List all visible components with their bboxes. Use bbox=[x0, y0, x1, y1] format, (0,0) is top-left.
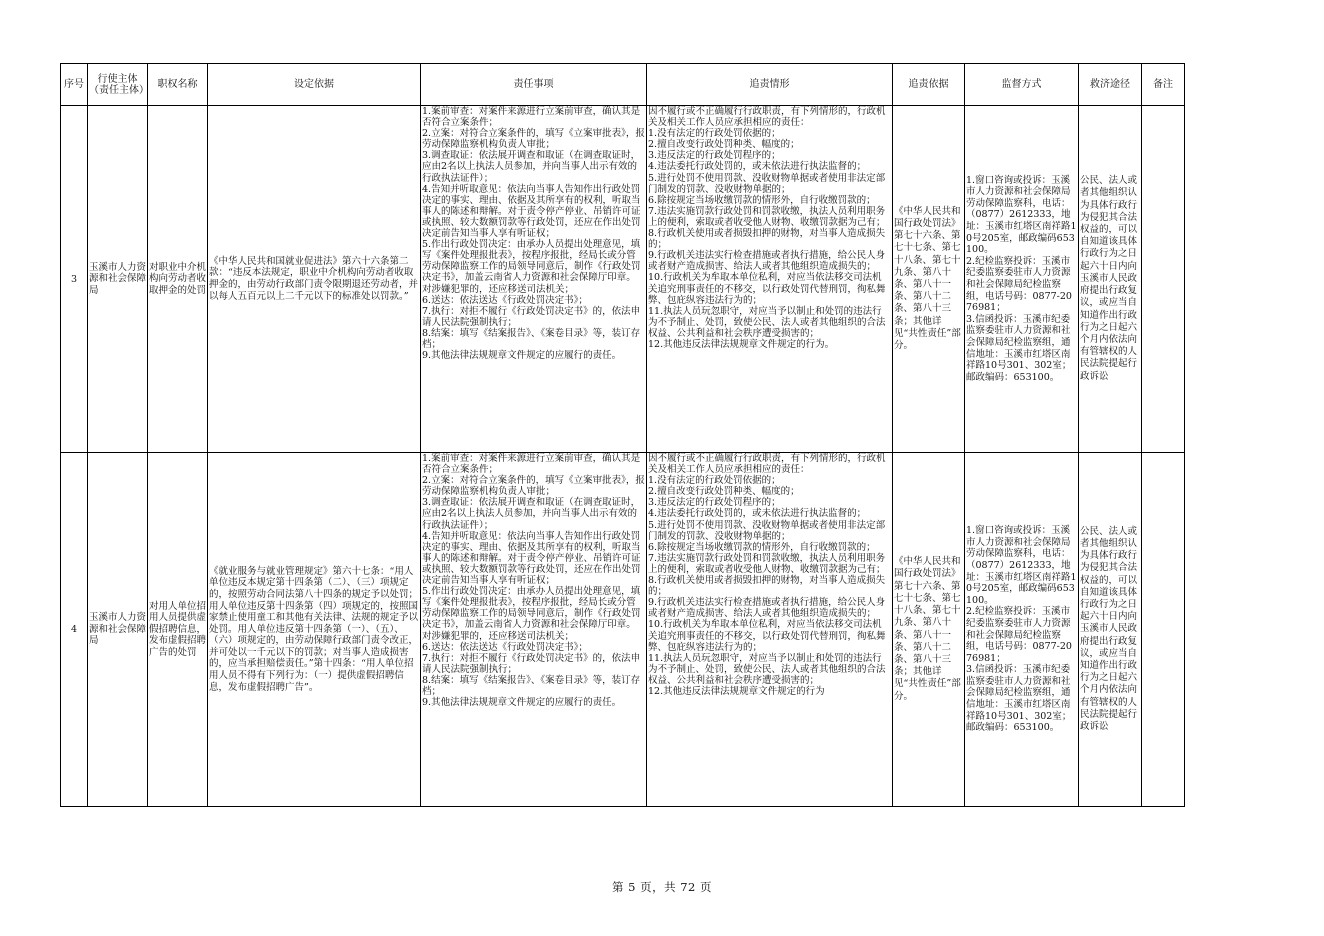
cell-subject: 玉溪市人力资源和社会保障局 bbox=[88, 453, 148, 807]
cell-remedy: 公民、法人或者其他组织认为具体行政行为侵犯其合法权益的，可以自知道该具体行政行为之日起六十日内向玉溪市人民政府提出行政复议，或应当自知道作出行政行为之日起六个月内依法向有管辖权的人民法院提起行政诉讼 bbox=[1079, 106, 1142, 453]
header-row bbox=[61, 64, 1185, 106]
cell-supervision: 1.窗口咨询或投诉：玉溪市人力资源和社会保障局劳动保障监察科，电话：（0877）2612333，地址：玉溪市红塔区南祥路10号205室，邮政编码653100。 2.纪检监察投诉：玉溪市纪委监察委驻市人力资源和社会保障局纪检监察组，电话号码：0877-2076981； 3.信函投诉：玉溪市纪委监察委驻市人力资源和社会保障局纪检监察组，通信地址：玉溪市红塔区南祥路10号301、302室；邮政编码：653100。 bbox=[965, 453, 1079, 807]
header-duties: 责任事项 bbox=[421, 64, 647, 106]
header-accountability: 追责情形 bbox=[647, 64, 893, 106]
header-seq: 序号 bbox=[61, 64, 88, 106]
cell-duties: 1.案前审查：对案件来源进行立案前审查，确认其是否符合立案条件； 2.立案：对符合立案条件的，填写《立案审批表》，报劳动保障监察机构负责人审批； 3.调查取证：依法展开调查和取证（在调查取证时，应由2名以上执法人员参加，并向当事人出示有效的行政执法证件）； 4.告知并听取意见：依法向当事人告知作出行政处罚决定的事实、理由、依据及其所享有的权利，听取当事人的陈述和辩解。对于责令停产停业、吊销许可证或执照、较大数额罚款等行政处罚，还应在作出处罚决定前告知当事人享有听证权； 5.作出行政处罚决定：由承办人员提出处理意见，填写《案件处理报批表》，按程序报批，经局长或分管劳动保障监察工作的局领导同意后，制作《行政处罚决定书》，加盖云南省人力资源和社会保障厅印章。对涉嫌犯罪的，还应移送司法机关； 6.送达：依法送达《行政处罚决定书》； 7.执行：对拒不履行《行政处罚决定书》的，依法申请人民法院强制执行； 8.结案：填写《结案报告》、《案卷目录》等，装订存档； 9.其他法律法规规章文件规定的应履行的责任。 bbox=[421, 453, 647, 807]
cell-basis: 《就业服务与就业管理规定》第六十七条：“用人单位违反本规定第十四条第（二）、（三）项规定的，按照劳动合同法第八十四条的规定予以处罚；用人单位违反第十四条第（四）项规定的，按照国家禁止使用童工和其他有关法律、法规的规定予以处罚。用人单位违反第十四条第（一）、（五）、（六）项规定的，由劳动保障行政部门责令改正，并可处以一千元以下的罚款；对当事人造成损害的，应当承担赔偿责任。”第十四条：“用人单位招用人员不得有下列行为：（一）提供虚假招聘信息，发布虚假招聘广告”。 bbox=[208, 453, 421, 807]
cell-acc-basis: 《中华人民共和国行政处罚法》第七十六条、第七十七条、第七十八条、第七十九条、第八十条、第八十一条、第八十二条、第八十三条；其他详见“共性责任”部分。 bbox=[893, 453, 965, 807]
responsibility-table bbox=[60, 63, 1185, 807]
header-basis: 设定依据 bbox=[208, 64, 421, 106]
cell-acc-basis: 《中华人民共和国行政处罚法》第七十六条、第七十七条、第七十八条、第七十九条、第八十条、第八十一条、第八十二条、第八十三条；其他详见“共性责任”部分。 bbox=[893, 106, 965, 453]
cell-accountability: 因不履行或不正确履行行政职责，有下列情形的，行政机关及相关工作人员应承担相应的责任： 1.没有法定的行政处罚依据的； 2.擅自改变行政处罚种类、幅度的； 3.违反法定的行政处罚程序的； 4.违法委托行政处罚的，或未依法进行执法监督的； 5.进行处罚不使用罚款、没收财物单据或者使用非法定部门制发的罚款、没收财物单据的； 6.除按规定当场收缴罚款的情形外，自行收缴罚款的； 7.违法实施罚款行政处罚和罚款收缴，执法人员利用职务上的便利，索取或者收受他人财物、收缴罚款据为己有； 8.行政机关使用或者损毁扣押的财物，对当事人造成损失的； 9.行政机关违法实行检查措施或者执行措施，给公民人身或者财产造成损害、给法人或者其他组织造成损失的； 10.行政机关为牟取本单位私利，对应当依法移交司法机关追究刑事责任的不移交，以行政处罚代替刑罚，徇私舞弊、包庇纵容违法行为的； 11.执法人员玩忽职守，对应当予以制止和处罚的违法行为不予制止、处罚，致使公民、法人或者其他组织的合法权益、公共利益和社会秩序遭受损害的； 12.其他违反法律法规规章文件规定的行为。 bbox=[647, 106, 893, 453]
cell-remedy: 公民、法人或者其他组织认为具体行政行为侵犯其合法权益的，可以自知道该具体行政行为之日起六十日内向玉溪市人民政府提出行政复议，或应当自知道作出行政行为之日起六个月内依法向有管辖权的人民法院提起行政诉讼 bbox=[1079, 453, 1142, 807]
page-number-footer: 第 5 页，共 72 页 bbox=[611, 880, 713, 894]
header-supervision: 监督方式 bbox=[965, 64, 1079, 106]
header-power: 职权名称 bbox=[148, 64, 208, 106]
cell-basis: 《中华人民共和国就业促进法》第六十六条第二款：“违反本法规定，职业中介机构向劳动者收取押金的，由劳动行政部门责令限期退还劳动者，并以每人五百元以上二千元以下的标准处以罚款。” bbox=[208, 106, 421, 453]
cell-seq: 3 bbox=[61, 106, 88, 453]
cell-seq: 4 bbox=[61, 453, 88, 807]
cell-accountability: 因不履行或不正确履行行政职责，有下列情形的，行政机关及相关工作人员应承担相应的责任： 1.没有法定的行政处罚依据的； 2.擅自改变行政处罚种类、幅度的； 3.违反法定的行政处罚程序的； 4.违法委托行政处罚的，或未依法进行执法监督的； 5.进行处罚不使用罚款、没收财物单据或者使用非法定部门制发的罚款、没收财物单据的； 6.除按规定当场收缴罚款的情形外，自行收缴罚款的； 7.违法实施罚款行政处罚和罚款收缴，执法人员利用职务上的便利，索取或者收受他人财物、收缴罚款据为己有； 8.行政机关使用或者损毁扣押的财物，对当事人造成损失的； 9.行政机关违法实行检查措施或者执行措施，给公民人身或者财产造成损害、给法人或者其他组织造成损失的； 10.行政机关为牟取本单位私利，对应当依法移交司法机关追究刑事责任的不移交，以行政处罚代替刑罚，徇私舞弊、包庇纵容违法行为的； 11.执法人员玩忽职守，对应当予以制止和处罚的违法行为不予制止、处罚，致使公民、法人或者其他组织的合法权益、公共利益和社会秩序遭受损害的； 12.其他违反法律法规规章文件规定的行为 bbox=[647, 453, 893, 807]
cell-power: 对职业中介机构向劳动者收取押金的处罚 bbox=[148, 106, 208, 453]
cell-duties: 1.案前审查：对案件来源进行立案前审查，确认其是否符合立案条件； 2.立案：对符合立案条件的，填写《立案审批表》，报劳动保障监察机构负责人审批； 3.调查取证：依法展开调查和取证（在调查取证时，应由2名以上执法人员参加，并向当事人出示有效的行政执法证件）； 4.告知并听取意见：依法向当事人告知作出行政处罚决定的事实、理由、依据及其所享有的权利，听取当事人的陈述和辩解。对于责令停产停业、吊销许可证或执照、较大数额罚款等行政处罚，还应在作出处罚决定前告知当事人享有听证权； 5.作出行政处罚决定：由承办人员提出处理意见，填写《案件处理报批表》，按程序报批，经局长或分管劳动保障监察工作的局领导同意后，制作《行政处罚决定书》，加盖云南省人力资源和社会保障厅印章。对涉嫌犯罪的，还应移送司法机关； 6.送达：依法送达《行政处罚决定书》； 7.执行：对拒不履行《行政处罚决定书》的，依法申请人民法院强制执行； 8.结案：填写《结案报告》、《案卷目录》等，装订存档； 9.其他法律法规规章文件规定的应履行的责任。 bbox=[421, 106, 647, 453]
header-remedy: 救济途径 bbox=[1079, 64, 1142, 106]
cell-remark bbox=[1142, 106, 1185, 453]
header-remark: 备注 bbox=[1142, 64, 1185, 106]
header-subject: 行使主体（责任主体） bbox=[88, 64, 148, 106]
cell-subject: 玉溪市人力资源和社会保障局 bbox=[88, 106, 148, 453]
cell-supervision: 1.窗口咨询或投诉：玉溪市人力资源和社会保障局劳动保障监察科，电话：（0877）2612333，地址：玉溪市红塔区南祥路10号205室，邮政编码653100。 2.纪检监察投诉：玉溪市纪委监察委驻市人力资源和社会保障局纪检监察组，电话号码：0877-2076981； 3.信函投诉：玉溪市纪委监察委驻市人力资源和社会保障局纪检监察组，通信地址：玉溪市红塔区南祥路10号301、302室；邮政编码：653100。 bbox=[965, 106, 1079, 453]
cell-power: 对用人单位招用人员提供虚假招聘信息，发布虚假招聘广告的处罚 bbox=[148, 453, 208, 807]
table-row bbox=[61, 453, 1185, 807]
table-row bbox=[61, 106, 1185, 453]
header-acc-basis: 追责依据 bbox=[893, 64, 965, 106]
cell-remark bbox=[1142, 453, 1185, 807]
